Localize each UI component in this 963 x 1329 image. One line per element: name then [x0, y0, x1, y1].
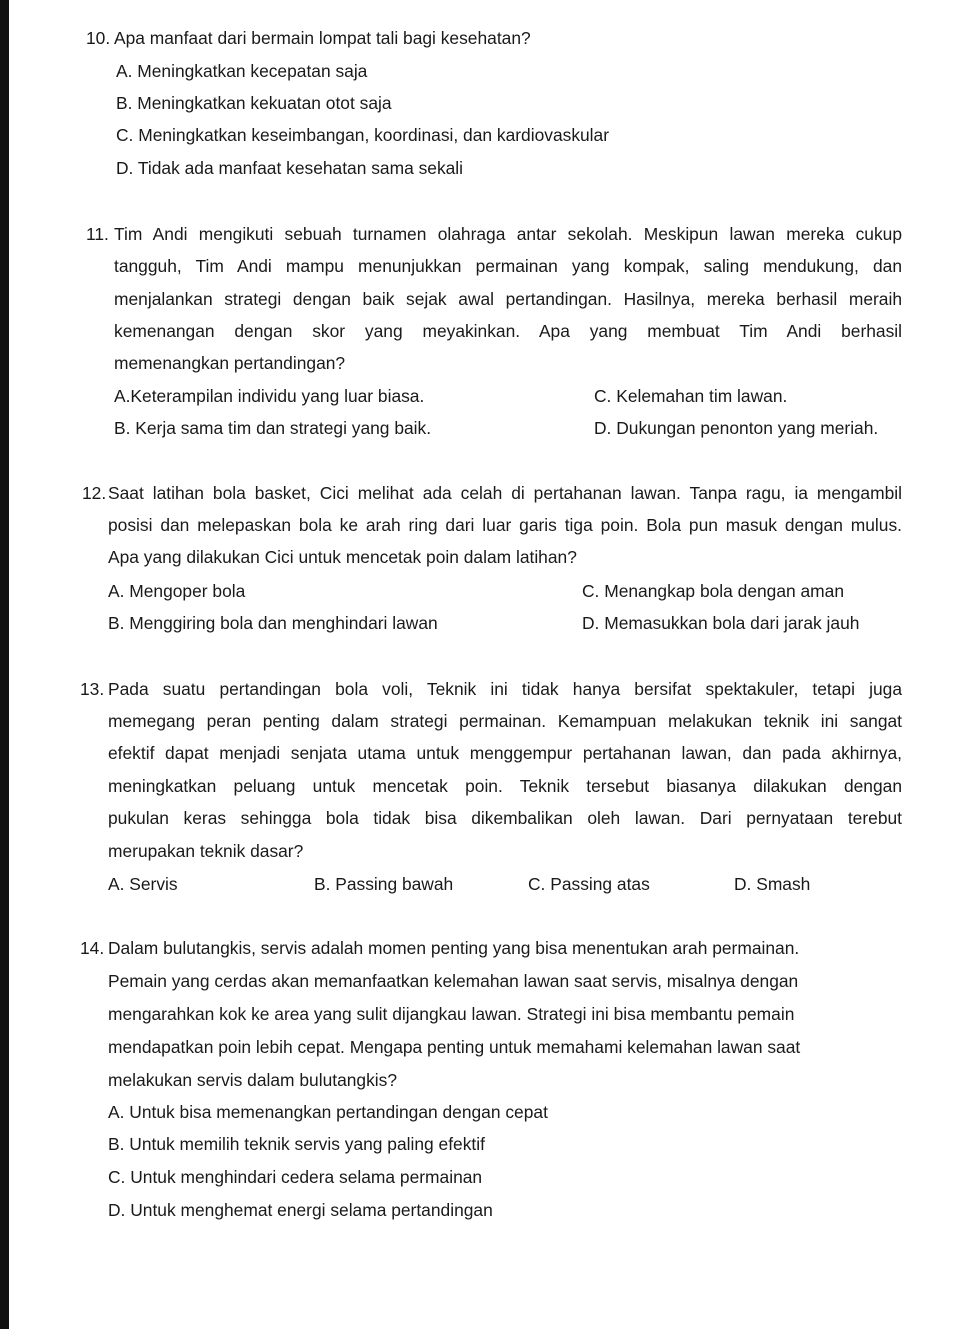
question-text-line: menjalankan strategi dengan baik sejak awal pertandingan. Hasilnya, mereka berhasil meraih: [114, 289, 902, 309]
question-text-line: Tim Andi mengikuti sebuah turnamen olahraga antar sekolah. Meskipun lawan mereka cukup: [114, 224, 902, 244]
question-number: 11.: [86, 224, 109, 244]
question-text-line: tangguh, Tim Andi mampu menunjukkan permainan yang kompak, saling mendukung, dan: [114, 256, 902, 276]
question-text-line: posisi dan melepaskan bola ke arah ring dari luar garis tiga poin. Bola pun masuk dengan mulus.: [108, 515, 902, 535]
question-number: 12.: [82, 483, 107, 503]
question-number: 10.: [86, 28, 111, 48]
question-text-line: meningkatkan peluang untuk mencetak poin. Teknik tersebut biasanya dilakukan dengan: [108, 776, 902, 796]
question-text-line: efektif dapat menjadi senjata utama untuk menggempur pertahanan lawan, dan pada akhirnya,: [108, 743, 902, 763]
option-b: B. Kerja sama tim dan strategi yang baik.: [114, 418, 432, 438]
question-text-line: merupakan teknik dasar?: [108, 841, 304, 861]
option-a: A. Servis: [108, 874, 178, 894]
option-c: C. Meningkatkan keseimbangan, koordinasi, dan kardiovaskular: [116, 125, 610, 145]
question-text: Apa manfaat dari bermain lompat tali bagi kesehatan?: [114, 28, 531, 48]
option-a: A.Keterampilan individu yang luar biasa.: [114, 386, 425, 406]
option-d: D. Memasukkan bola dari jarak jauh: [582, 613, 860, 633]
option-b: B. Menggiring bola dan menghindari lawan: [108, 613, 438, 633]
option-a: A. Untuk bisa memenangkan pertandingan dengan cepat: [108, 1102, 548, 1122]
question-text-line: melakukan servis dalam bulutangkis?: [108, 1070, 398, 1090]
option-a: A. Mengoper bola: [108, 581, 246, 601]
option-d: D. Tidak ada manfaat kesehatan sama sekali: [116, 158, 464, 178]
option-d: D. Dukungan penonton yang meriah.: [594, 418, 879, 438]
option-b: B. Passing bawah: [314, 874, 454, 894]
question-text-line: memegang peran penting dalam strategi permainan. Kemampuan melakukan teknik ini sangat: [108, 711, 902, 731]
question-number: 14.: [80, 938, 105, 958]
option-b: B. Meningkatkan kekuatan otot saja: [116, 93, 392, 113]
option-d: D. Smash: [734, 874, 811, 894]
option-b: B. Untuk memilih teknik servis yang paling efektif: [108, 1134, 485, 1154]
question-text-line: pukulan keras sehingga bola tidak bisa dikembalikan oleh lawan. Dari pernyataan terebut: [108, 808, 902, 828]
question-text-line: Dalam bulutangkis, servis adalah momen penting yang bisa menentukan arah permainan.: [108, 938, 800, 958]
question-text-line: kemenangan dengan skor yang meyakinkan. Apa yang membuat Tim Andi berhasil: [114, 321, 902, 341]
option-d: D. Untuk menghemat energi selama pertandingan: [108, 1200, 493, 1220]
option-a: A. Meningkatkan kecepatan saja: [116, 61, 368, 81]
question-text-line: Apa yang dilakukan Cici untuk mencetak poin dalam latihan?: [108, 547, 577, 567]
question-text-line: mendapatkan poin lebih cepat. Mengapa penting untuk memahami kelemahan lawan saat: [108, 1037, 801, 1057]
question-text-line: Pemain yang cerdas akan memanfaatkan kelemahan lawan saat servis, misalnya dengan: [108, 971, 799, 991]
option-c: C. Menangkap bola dengan aman: [582, 581, 845, 601]
question-number: 13.: [80, 679, 105, 699]
option-c: C. Passing atas: [528, 874, 650, 894]
question-text-line: memenangkan pertandingan?: [114, 353, 346, 373]
option-c: C. Kelemahan tim lawan.: [594, 386, 788, 406]
option-c: C. Untuk menghindari cedera selama permainan: [108, 1167, 483, 1187]
question-text-line: Pada suatu pertandingan bola voli, Teknik ini tidak hanya bersifat spektakuler, tetapi juga: [108, 679, 902, 699]
question-text-line: Saat latihan bola basket, Cici melihat ada celah di pertahanan lawan. Tanpa ragu, ia mengambil: [108, 483, 902, 503]
question-text-line: mengarahkan kok ke area yang sulit dijangkau lawan. Strategi ini bisa membantu pemain: [108, 1004, 795, 1024]
